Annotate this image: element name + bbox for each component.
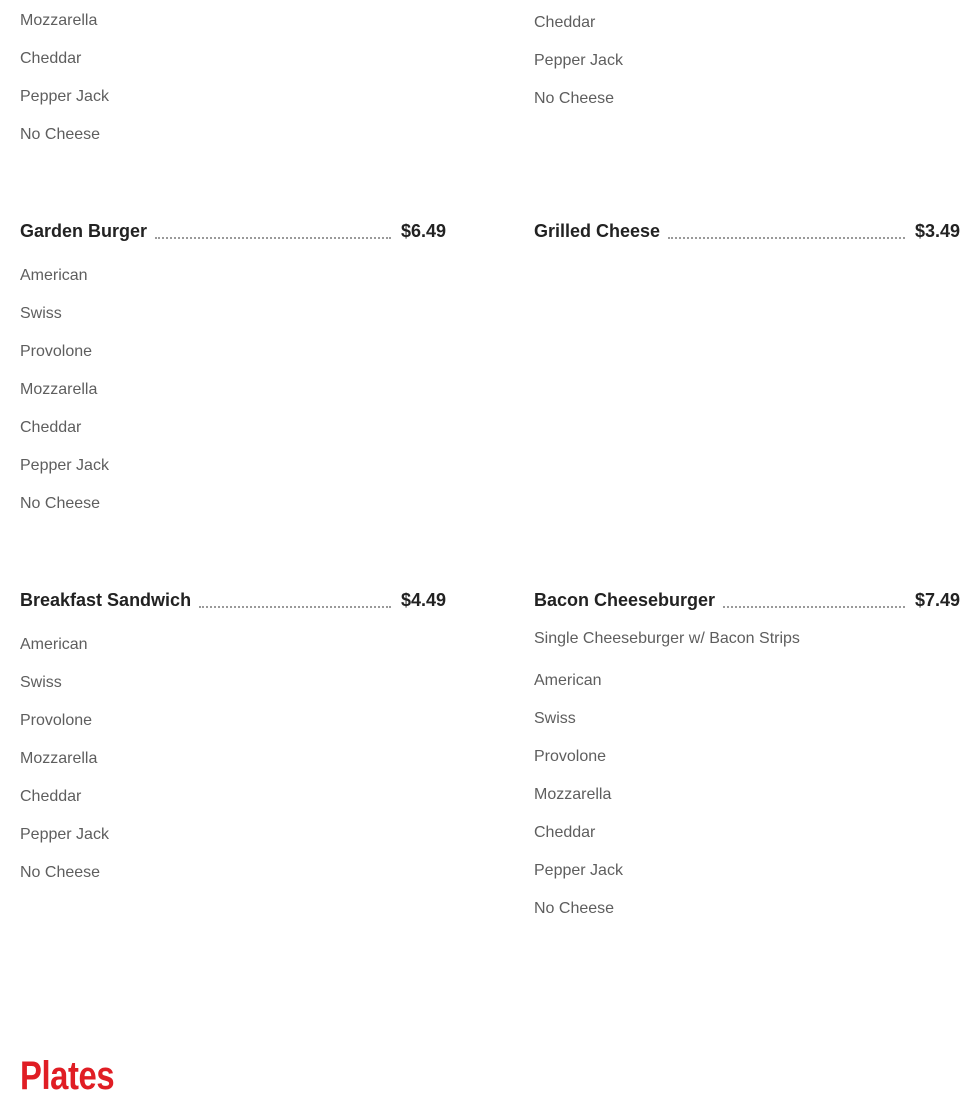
item-price: $4.49 (400, 590, 446, 610)
option-item[interactable]: No Cheese (20, 126, 101, 143)
option-item[interactable]: Pepper Jack (20, 457, 109, 474)
option-item[interactable]: Pepper Jack (20, 826, 109, 843)
option-item[interactable]: Mozzarella (20, 12, 98, 29)
option-list-breakfast-sandwich (20, 635, 109, 901)
option-item[interactable]: American (20, 267, 88, 284)
option-item[interactable]: Mozzarella (20, 381, 98, 398)
option-item[interactable]: American (20, 636, 88, 653)
section-title-plates: Plates (20, 1054, 115, 1098)
option-item[interactable]: No Cheese (20, 495, 101, 512)
option-item[interactable]: Provolone (534, 748, 607, 765)
option-item[interactable]: Pepper Jack (20, 88, 109, 105)
menu-item-garden-burger[interactable] (20, 221, 446, 247)
dot-leader (199, 606, 391, 608)
item-name: Breakfast Sandwich (20, 590, 192, 610)
option-item[interactable]: Mozzarella (20, 750, 98, 767)
option-item[interactable]: Swiss (534, 710, 576, 727)
option-item[interactable]: Cheddar (20, 50, 82, 67)
option-item[interactable]: Provolone (20, 343, 93, 360)
option-list-bacon-cheeseburger (534, 671, 623, 937)
option-item[interactable]: No Cheese (534, 900, 615, 917)
menu-item-grilled-cheese[interactable] (534, 221, 960, 247)
dot-leader (668, 237, 905, 239)
dot-leader (723, 606, 905, 608)
option-item[interactable]: Pepper Jack (534, 862, 623, 879)
menu-item-bacon-cheeseburger[interactable] (534, 590, 960, 616)
menu-column-left (20, 0, 446, 1000)
menu-column-right (534, 0, 960, 1000)
option-item[interactable]: Swiss (20, 674, 62, 691)
option-item[interactable]: Cheddar (20, 419, 82, 436)
option-item[interactable]: Cheddar (20, 788, 82, 805)
option-list-garden-burger (20, 266, 109, 532)
option-item[interactable]: Provolone (20, 712, 93, 729)
option-item[interactable]: American (534, 672, 602, 689)
option-item[interactable]: Cheddar (534, 824, 596, 841)
option-list-top-right (534, 13, 623, 127)
item-name: Garden Burger (20, 221, 148, 241)
option-item[interactable]: Cheddar (534, 14, 596, 31)
item-description: Single Cheeseburger w/ Bacon Strips (534, 630, 800, 647)
option-item[interactable]: No Cheese (534, 90, 615, 107)
menu-item-breakfast-sandwich[interactable] (20, 590, 446, 616)
option-item[interactable]: Mozzarella (534, 786, 612, 803)
option-item[interactable]: Swiss (20, 305, 62, 322)
item-name: Grilled Cheese (534, 221, 661, 241)
item-price: $7.49 (914, 590, 960, 610)
item-name: Bacon Cheeseburger (534, 590, 716, 610)
option-item[interactable]: No Cheese (20, 864, 101, 881)
option-list-top-left (20, 11, 109, 163)
item-price: $6.49 (400, 221, 446, 241)
item-price: $3.49 (914, 221, 960, 241)
dot-leader (155, 237, 391, 239)
option-item[interactable]: Pepper Jack (534, 52, 623, 69)
